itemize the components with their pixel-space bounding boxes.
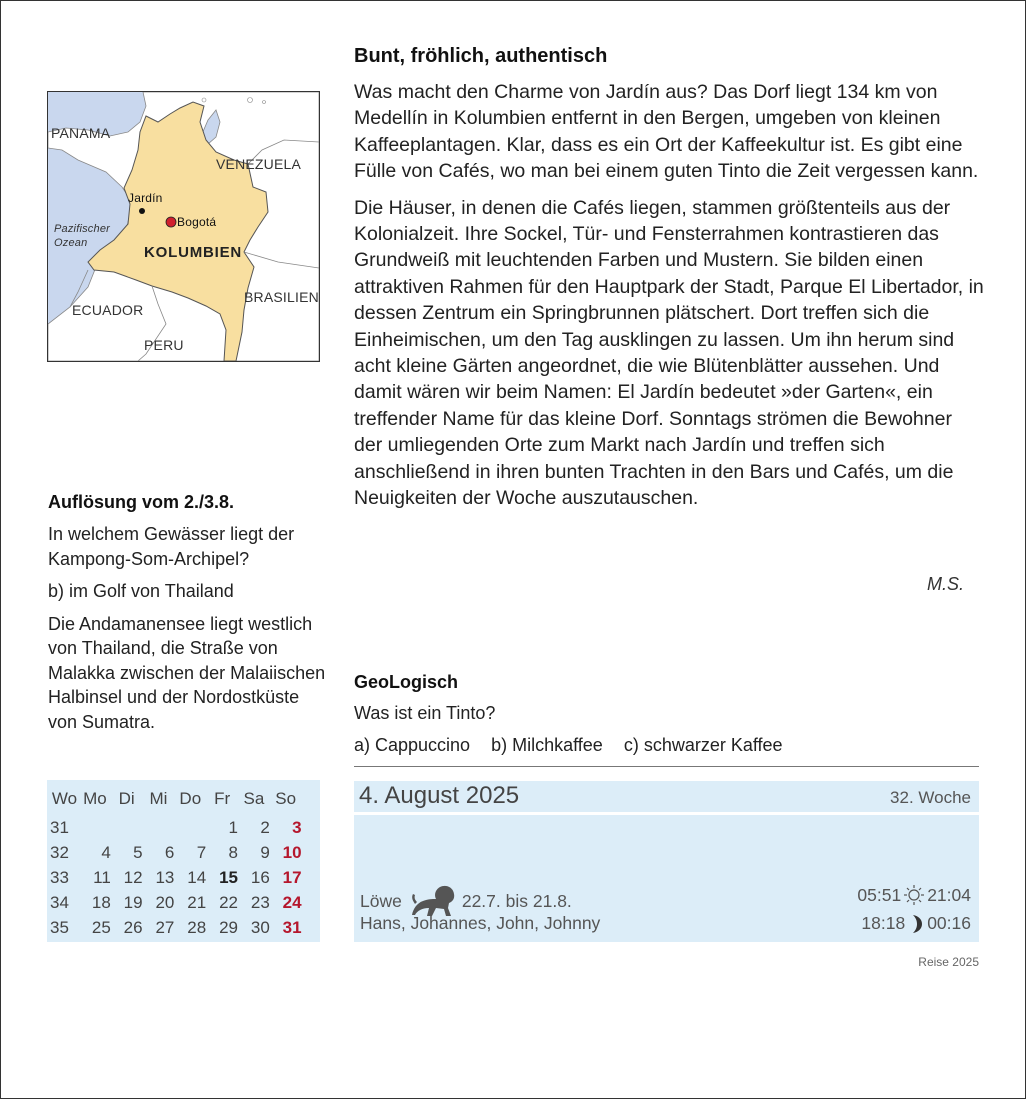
geo-answers	[354, 733, 984, 757]
calendar-header-week: Wo	[51, 788, 78, 808]
calendar-day: 18	[91, 892, 111, 912]
calendar-week-number: 34	[50, 892, 69, 912]
sun-times	[857, 884, 971, 906]
calendar-day: 1	[228, 817, 238, 837]
article-title: Bunt, fröhlich, authentisch	[354, 45, 608, 67]
moon-icon	[907, 914, 925, 934]
calendar-day-holiday: 15	[219, 867, 238, 887]
calendar-week-row	[50, 890, 302, 915]
map-label-ocean-2: Ozean	[54, 237, 88, 249]
calendar-header-day: Di	[118, 788, 135, 808]
week-number: 32. Woche	[890, 788, 971, 807]
calendar-day: 26	[123, 917, 143, 937]
calendar-day-sunday: 24	[282, 892, 302, 912]
article-signature: M.S.	[926, 574, 964, 594]
zodiac-range: 22.7. bis 21.8.	[461, 890, 572, 911]
calendar-header-day: Mo	[83, 788, 107, 808]
calendar-day: 22	[219, 892, 238, 912]
divider	[354, 766, 979, 767]
solution-heading: Auflösung vom 2./3.8.	[48, 492, 235, 512]
day-header	[354, 781, 979, 812]
solution-question: In welchem Gewässer liegt der Kampong-Som-Archipel?	[48, 524, 295, 569]
calendar-week-row	[50, 865, 302, 890]
calendar-day: 27	[155, 917, 175, 937]
calendar-day: 16	[250, 867, 270, 887]
sunrise-time: 05:51	[857, 884, 902, 905]
calendar-day: 5	[133, 842, 143, 862]
map-label-brasilien: BRASILIEN	[244, 289, 319, 305]
calendar-week-row	[50, 840, 302, 865]
calendar-week-number: 31	[50, 817, 69, 837]
calendar-week-number: 32	[50, 842, 69, 862]
calendar-week-row	[50, 815, 302, 840]
map-label-jardin: Jardín	[128, 191, 163, 205]
calendar-day: 13	[155, 867, 175, 887]
moon-times	[861, 913, 971, 934]
calendar-day-sunday: 31	[282, 917, 302, 937]
map-label-venezuela: VENEZUELA	[216, 156, 302, 172]
calendar-day: 4	[101, 842, 111, 862]
solution-answer: b) im Golf von Thailand	[48, 581, 234, 601]
calendar-day: 6	[164, 842, 175, 862]
zodiac-name: Löwe	[360, 890, 402, 911]
article-paragraph-1: Was macht den Charme von Jardín aus? Das Dorf liegt 134 km von Medellín in Kolumbien entfernt in den Bergen, umgeben von kleinen Kaffeeplantagen. Klar, dass es ein Ort der Kaffeekultur ist. Es gibt eine Fülle von Cafés, wo man bei einem guten Tinto die Zeit vergessen kann.	[354, 81, 979, 183]
article	[354, 45, 984, 522]
calendar-day: 7	[196, 842, 207, 862]
sunset-time: 21:04	[927, 884, 971, 905]
current-date: 4. August 2025	[359, 782, 520, 809]
calendar-day: 21	[187, 892, 207, 912]
calendar-day: 11	[93, 867, 111, 887]
geo-answer-a: a) Cappuccino	[354, 735, 471, 755]
calendar-day-sunday: 10	[282, 842, 302, 862]
calendar-day: 19	[123, 892, 143, 912]
calendar-day	[174, 815, 206, 840]
calendar-day: 30	[250, 917, 270, 937]
calendar-day-sunday: 3	[292, 817, 302, 837]
calendar-week-number: 33	[50, 867, 69, 887]
calendar-day: 2	[260, 817, 270, 837]
geo-answer-c: c) schwarzer Kaffee	[623, 735, 783, 755]
moonset-time: 00:16	[927, 913, 971, 933]
month-calendar	[47, 780, 320, 942]
name-days: Hans, Johannes, John, Johnny	[360, 913, 601, 933]
geo-heading: GeoLogisch	[354, 672, 459, 692]
map-label-ecuador: ECUADOR	[72, 302, 144, 318]
calendar-header-sunday: So	[275, 788, 297, 808]
calendar-day-sunday: 17	[282, 867, 302, 887]
calendar-week-row	[50, 915, 302, 940]
calendar-day: 14	[187, 867, 207, 887]
map-label-bogota: Bogotá	[177, 215, 217, 229]
map-label-panama: PANAMA	[51, 125, 111, 141]
month-calendar-table	[50, 786, 302, 940]
calendar-day: 25	[91, 917, 111, 937]
calendar-day: 8	[228, 842, 238, 862]
calendar-header-day: Mi	[149, 788, 168, 808]
calendar-header-day: Do	[179, 788, 202, 808]
map-label-ocean-1: Pazifischer	[54, 223, 110, 235]
sun-icon	[903, 884, 925, 906]
calendar-header-day: Sa	[243, 788, 265, 808]
calendar-day: 29	[219, 917, 238, 937]
calendar-day: 12	[123, 867, 143, 887]
calendar-day: 20	[155, 892, 175, 912]
solution-explanation: Die Andamanensee liegt westlich von Thailand, die Straße von Malakka zwischen der Malaiischen Halbinsel und der Nordostküste von Sumatra.	[48, 613, 326, 732]
map-label-kolumbien: KOLUMBIEN	[144, 244, 243, 261]
moonrise-time: 18:18	[861, 913, 906, 933]
geo-question: Was ist ein Tinto?	[354, 703, 496, 723]
geo-answer-b: b) Milchkaffee	[491, 735, 603, 755]
calendar-week-number: 35	[50, 917, 69, 937]
day-info	[354, 815, 979, 942]
footer-label: Reise 2025	[918, 955, 979, 969]
geo-quiz	[354, 672, 984, 765]
calendar-day	[111, 815, 143, 840]
map-label-peru: PERU	[144, 337, 184, 353]
calendar-day: 23	[250, 892, 270, 912]
calendar-day: 28	[187, 917, 207, 937]
colombia-map	[47, 91, 320, 362]
calendar-day	[79, 815, 111, 840]
calendar-header-day: Fr	[214, 788, 231, 808]
calendar-header-row	[50, 786, 302, 811]
article-paragraph-2: Die Häuser, in denen die Cafés liegen, stammen größtenteils aus der Kolonialzeit. Ihre Sockel, Tür- und Fensterrahmen kontrastieren das Grundweiß mit leuchtenden Farben und Mustern. Sie bilden einen attraktiven Rahmen für den Hauptpark der Stadt, Parque El Libertador, in dessen Zentrum ein Springbrunnen plätschert. Dort treffen sich die Einheimischen, um den Tag ausklingen zu lassen. Um ihn herum sind acht kleine Gärten angeordnet, die wie Blütenblätter aussehen. Und damit wären wir beim Namen: El Jardín bedeutet »der Garten«, ein treffender Name für das kleine Dorf. Sonntags strömen die Bewohner der umliegenden Orte zum Markt nach Jardín und treffen sich anschließend in ihren bunten Trachten in den Bars und Cafés, um die Neuigkeiten der Woche auszutauschen.	[354, 196, 984, 510]
calendar-day: 9	[260, 842, 270, 862]
calendar-day	[143, 815, 175, 840]
solution-section	[48, 492, 328, 742]
